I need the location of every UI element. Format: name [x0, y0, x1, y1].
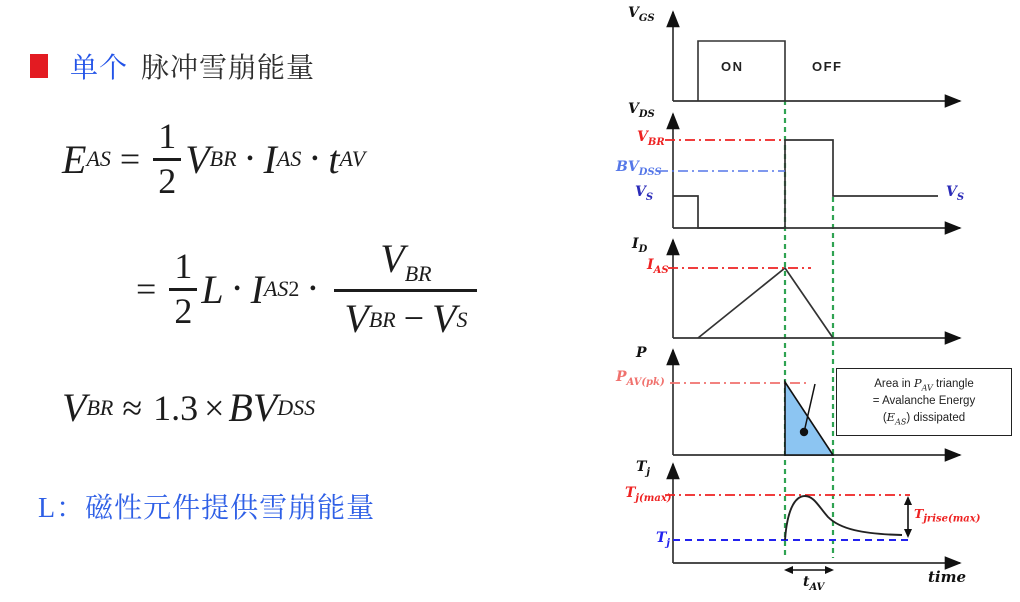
tj-curve	[785, 496, 902, 540]
tjrise-double-arrow	[904, 496, 912, 538]
title-bullet-icon	[30, 54, 48, 78]
tav-label: $t_{AV}$	[803, 574, 825, 593]
vds-axis-label: $V_{DS}$	[628, 101, 655, 120]
tj-axis-label: $T_j$	[636, 459, 651, 478]
inductor-note: L：磁性元件提供雪崩能量	[38, 493, 376, 524]
ias-label: $I_{AS}$	[647, 257, 669, 276]
bvdss-label: $BV_{DSS}$	[616, 159, 662, 178]
off-label: OFF	[812, 59, 843, 74]
p-axis-label: P	[636, 345, 647, 361]
id-axis-label: $I_D$	[632, 236, 648, 255]
time-label: time	[928, 568, 967, 586]
tjmax-label: $T_{j(max)}$	[625, 485, 672, 504]
avalanche-energy-triangle	[785, 382, 833, 455]
vds-waveform	[673, 140, 938, 228]
tj-start-label: $T_j$	[656, 530, 671, 549]
fraction-half: $\frac{1}{2}$	[169, 248, 197, 331]
vgs-axis-label: $V_{GS}$	[628, 5, 655, 24]
tjrise-label: $T_{jrise(max)}$	[914, 506, 981, 525]
slide-title	[30, 46, 315, 86]
formula-eas: E AS = $\frac{1}{2}$ V BR • I AS • t AV	[62, 116, 366, 201]
on-label: ON	[721, 59, 744, 74]
vbr-label: $V_{BR}$	[637, 129, 665, 148]
vs-left-label: $V_S$	[635, 184, 654, 203]
avalanche-timing-diagram	[608, 0, 1020, 602]
vs-right-label: $V_S$	[946, 184, 965, 203]
title-part2: 脉冲雪崩能量	[141, 53, 316, 84]
title-part1: 单个	[70, 53, 129, 84]
axes	[673, 12, 960, 563]
avalanche-energy-callout: Area in $P_{AV}$ triangle = Avalanche Energy $(E_{AS})$ dissipated	[836, 368, 1012, 436]
formula-vbr: V BR ≈ 1.3 × BV DSS	[62, 385, 316, 430]
fraction-half: $\frac{1}{2}$	[153, 118, 181, 201]
formula-inductive: = $\frac{1}{2}$ L • I AS 2 • $V_{BR}$ V BR − V S	[136, 238, 477, 340]
fraction-vbr-over-vbr-minus-vs: $V_{BR}$ V BR − V S	[334, 238, 477, 340]
id-current-triangle	[698, 268, 833, 338]
triangle-callout-dot	[800, 428, 808, 436]
tav-double-arrow	[784, 566, 834, 574]
pav-label: $P_{AV(pk)}$	[616, 369, 665, 388]
